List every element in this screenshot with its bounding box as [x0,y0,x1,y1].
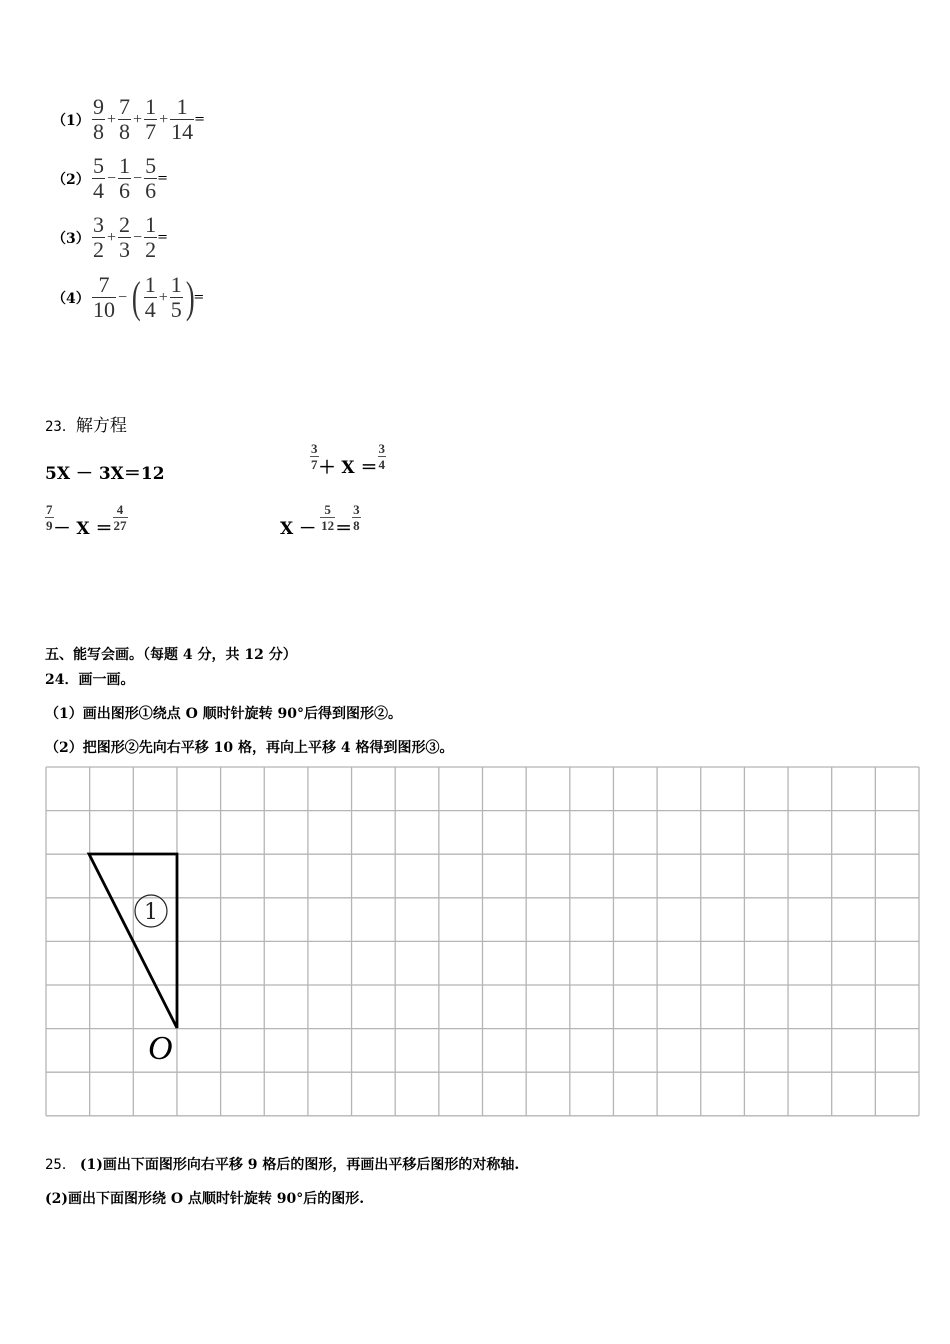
equation-2: $\frac{3}{7}$ ＋ X ＝ $\frac{3}{4}$ [311,441,386,478]
fraction: $\frac{3}{8}$ [353,502,360,533]
fraction: $\frac{9}{8}$ [93,94,104,144]
calc-item-1: （1） $\frac{9}{8}$ + $\frac{7}{8}$ + $\frac{1}{7}$ + $\frac{1}{14}$ = [52,94,205,144]
point-o-label: O [148,1030,173,1067]
fraction: $\frac{2}{3}$ [119,212,131,262]
fraction: $\frac{4}{27}$ [113,502,127,533]
calc-item-3: （3） $\frac{3}{2}$ + $\frac{2}{3}$ − $\frac{1}{2}$ = [52,212,168,262]
fraction: $\frac{3}{4}$ [378,441,386,472]
fraction: $\frac{5}{4}$ [93,153,104,203]
shape-label: 1 [144,900,158,925]
equation-4: X － $\frac{5}{12}$ ＝ $\frac{3}{8}$ [280,502,360,539]
fraction: $\frac{1}{14}$ [171,94,194,144]
fraction: $\frac{7}{9}$ [46,502,53,533]
q23-title: 解方程 [75,416,127,436]
q25-number: 25． [45,1157,76,1173]
fraction: $\frac{7}{10}$ [93,272,115,322]
q23-number: 23． [45,419,76,435]
q25-line-1: 25． (1)画出下面图形向右平移 9 格后的图形，再画出平移后图形的对称轴. [45,1157,520,1173]
fraction: $\frac{1}{4}$ [144,272,156,322]
calc-label: （3） [52,230,90,247]
fraction: $\frac{3}{7}$ [311,441,318,472]
equation-1: 5X － 3X＝12 [45,464,165,484]
calc-item-2: （2） $\frac{5}{4}$ − $\frac{1}{6}$ − $\frac{5}{6}$ = [52,153,168,203]
right-paren: ) [185,273,195,322]
calc-label: （4） [52,290,90,307]
fraction: $\frac{1}{6}$ [119,153,131,203]
fraction: $\frac{5}{6}$ [145,153,157,203]
fraction: $\frac{1}{2}$ [145,212,157,262]
calc-label: （2） [52,171,90,188]
fraction: $\frac{1}{7}$ [145,94,157,144]
q24-part-1: （1）画出图形①绕点 O 顺时针旋转 90°后得到图形②。 [45,706,403,722]
fraction: $\frac{3}{2}$ [93,212,104,262]
equation-3: $\frac{7}{9}$ － X ＝ $\frac{4}{27}$ [46,502,127,539]
fraction: $\frac{1}{5}$ [170,272,182,322]
q24-part-2: （2）把图形②先向右平移 10 格，再向上平移 4 格得到图形③。 [45,740,454,756]
q25-line-2: (2)画出下面图形绕 O 点顺时针旋转 90°后的图形. [45,1191,365,1207]
calc-label: （1） [52,112,90,129]
fraction: $\frac{5}{12}$ [321,502,335,533]
left-paren: ( [131,273,141,322]
section-heading: 五、能写会画。（每题 4 分，共 12 分） [45,647,297,663]
q24-title: 24．画一画。 [45,672,135,688]
fraction: $\frac{7}{8}$ [119,94,131,144]
calc-item-4: （4） $\frac{7}{10}$ − ( $\frac{1}{4}$ + $\frac{1}{5}$ )= [52,272,205,322]
